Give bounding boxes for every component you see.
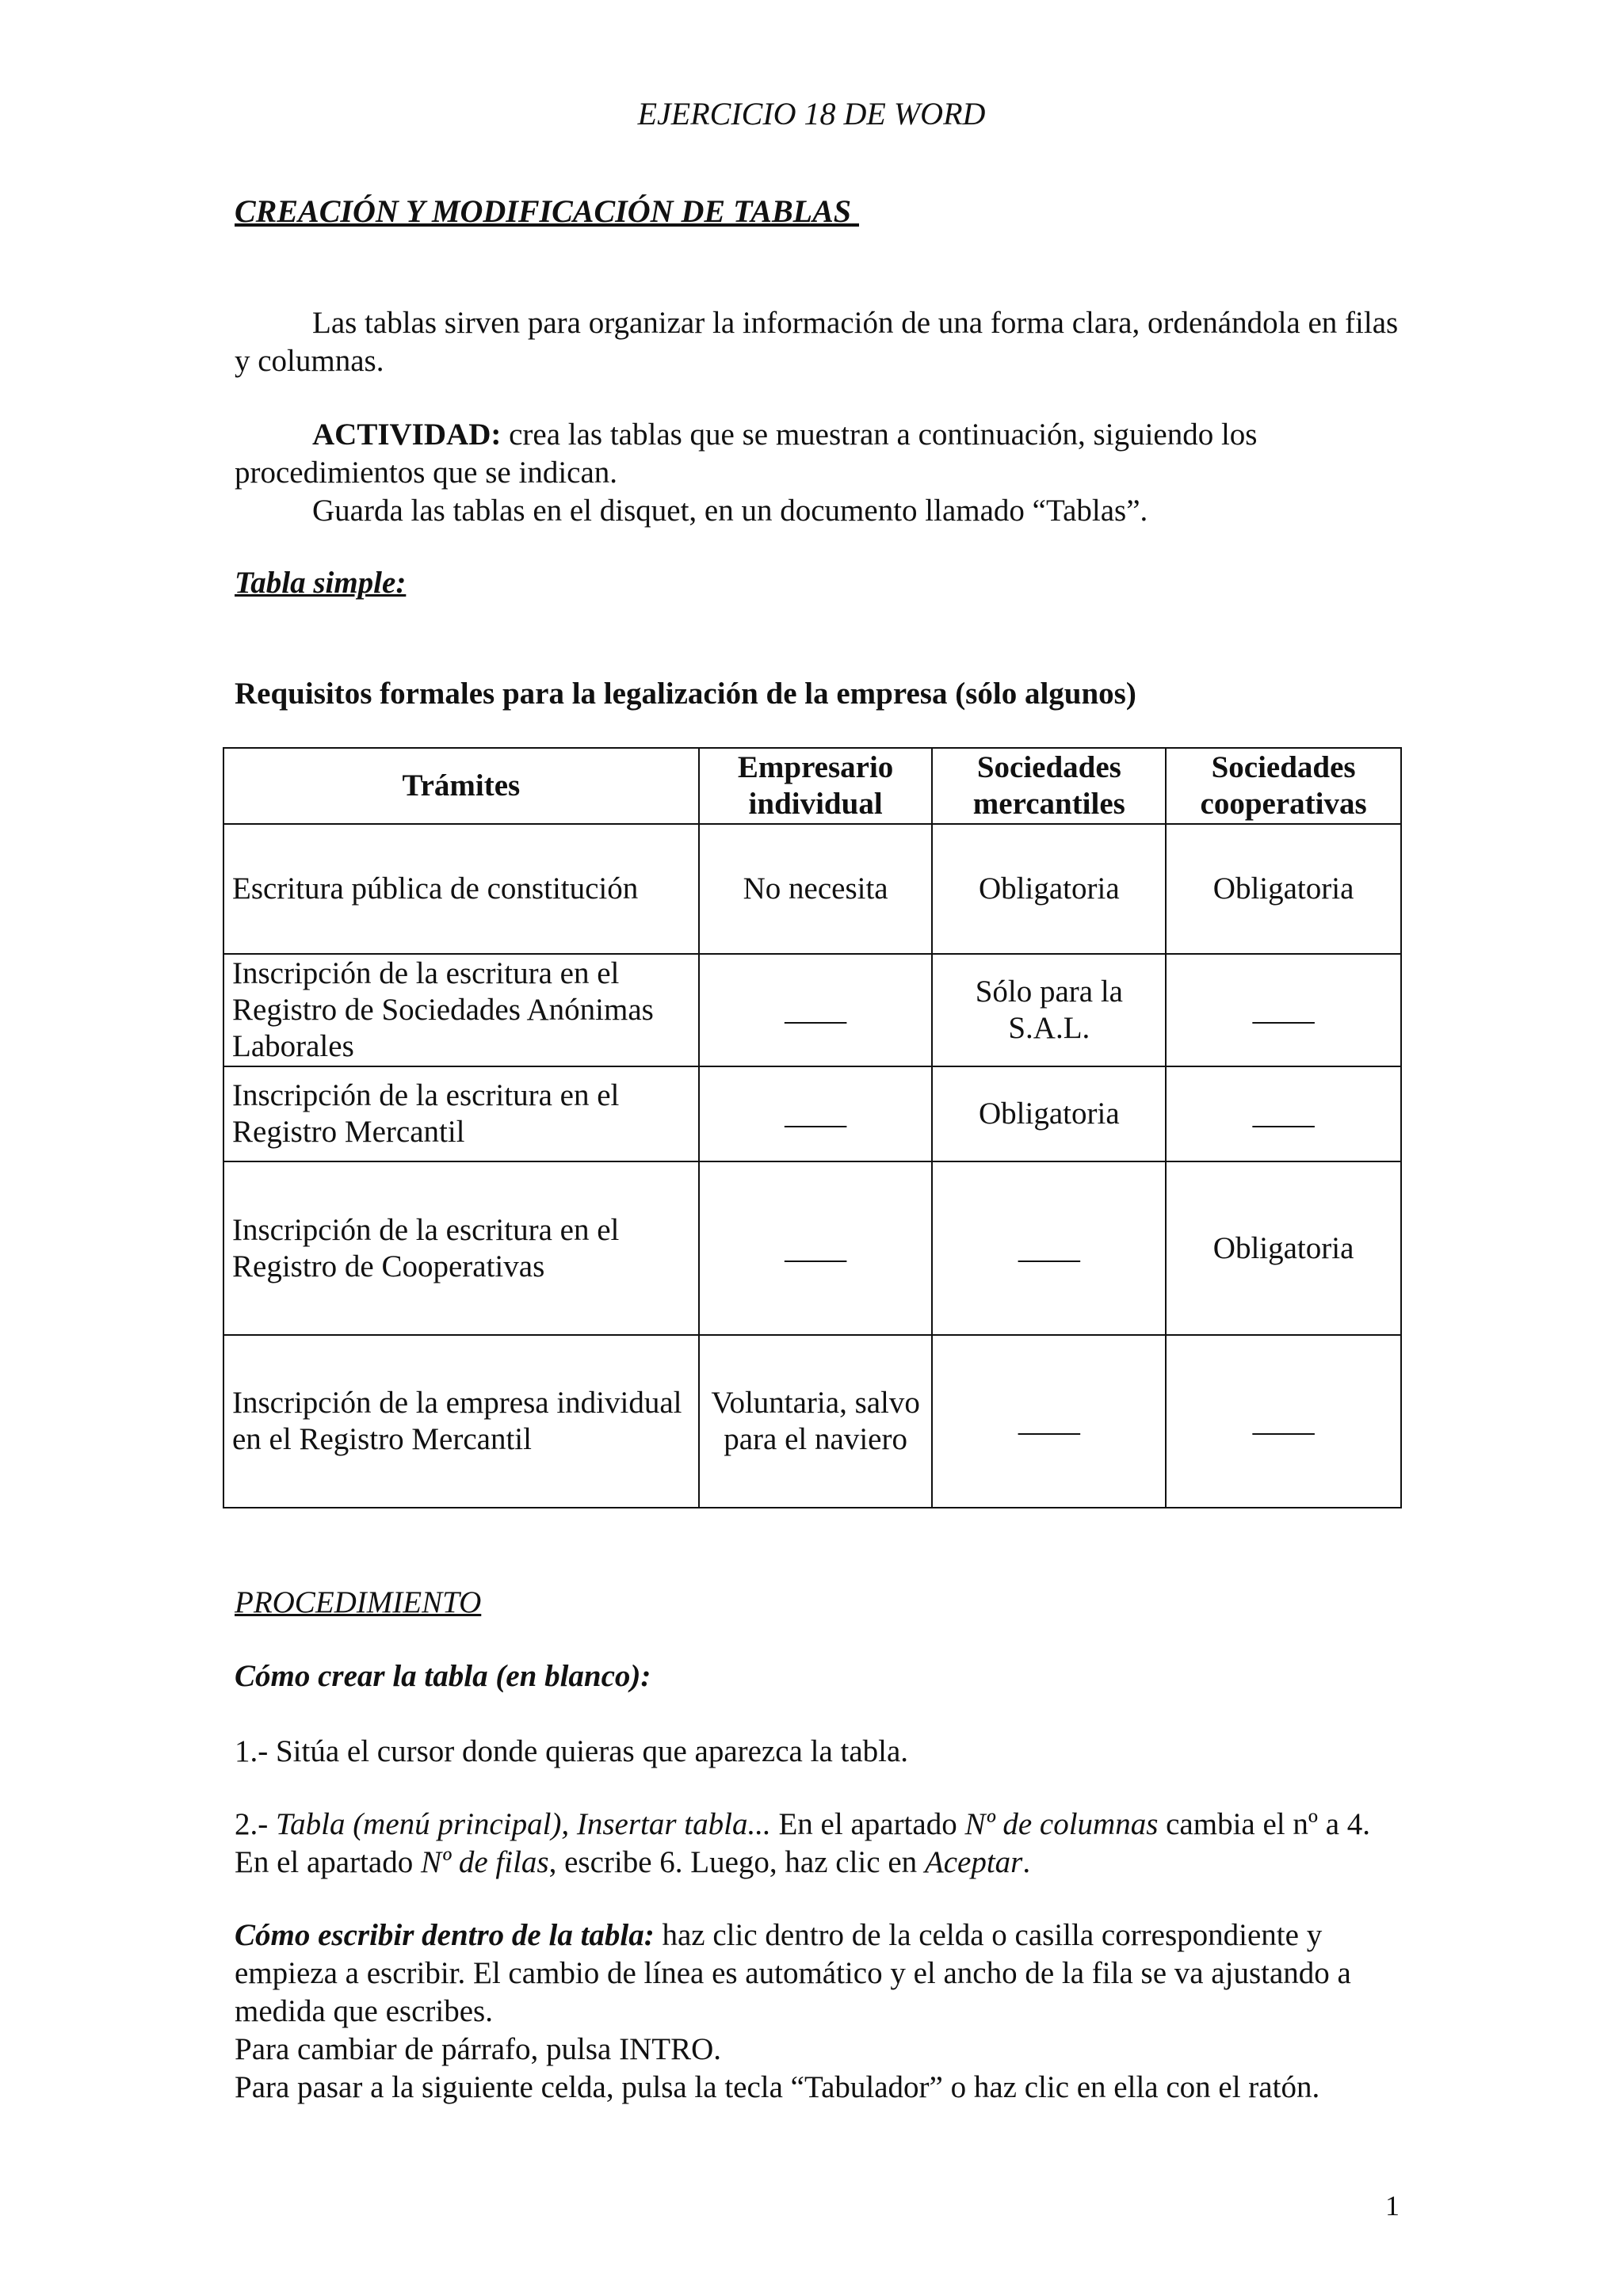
write-in-table-heading: Cómo escribir dentro de la tabla: xyxy=(235,1918,655,1952)
intro-paragraph: Las tablas sirven para organizar la información de una forma clara, ordenándola en filas y columnas. xyxy=(235,306,1399,378)
table-cell: Voluntaria, salvo para el naviero xyxy=(699,1335,933,1508)
table-cell: Sólo para la S.A.L. xyxy=(932,954,1166,1066)
table-cell: Inscripción de la escritura en el Registro de Sociedades Anónimas Laborales xyxy=(223,954,699,1066)
step-2 xyxy=(235,1806,1407,1882)
header-cell: Sociedades mercantiles xyxy=(932,748,1166,824)
requirements-table xyxy=(223,747,1402,1508)
paragraph-change-instruction: Para cambiar de párrafo, pulsa INTRO. xyxy=(235,2032,722,2066)
write-in-table-paragraph xyxy=(235,1917,1407,2031)
table-caption: Requisitos formales para la legalización de la empresa (sólo algunos) xyxy=(235,677,1136,711)
header-cell: Sociedades cooperativas xyxy=(1166,748,1401,824)
step-2-accept-label: Aceptar xyxy=(924,1845,1023,1879)
simple-table-heading: Tabla simple: xyxy=(235,566,407,600)
table-cell: ____ xyxy=(932,1335,1166,1508)
table-cell: ____ xyxy=(1166,1066,1401,1161)
page-number: 1 xyxy=(1385,2190,1400,2222)
table-header-row xyxy=(223,748,1401,824)
table-row xyxy=(223,824,1401,954)
table-cell: ____ xyxy=(932,1161,1166,1335)
table-cell: Obligatoria xyxy=(932,824,1166,954)
table-cell: Inscripción de la escritura en el Registro de Cooperativas xyxy=(223,1161,699,1335)
table-row xyxy=(223,1335,1401,1508)
step-2-text: , escribe 6. Luego, haz clic en xyxy=(548,1845,925,1879)
step-2-text: cambia el nº a 4. En el apartado xyxy=(235,1807,1371,1879)
table-cell: ____ xyxy=(699,1161,933,1335)
write-in-table-text: haz clic dentro de la celda o casilla correspondiente y empieza a escribir. El cambio de línea es automático y el ancho de la fila se va ajustando a medida que escribes. xyxy=(235,1918,1351,2028)
table-cell: Inscripción de la empresa individual en el Registro Mercantil xyxy=(223,1335,699,1508)
step-2-rows-field: Nº de filas xyxy=(420,1845,549,1879)
step-2-prefix: 2.- xyxy=(235,1807,276,1841)
next-cell-instruction: Para pasar a la siguiente celda, pulsa la tecla “Tabulador” o haz clic en ella con el ratón. xyxy=(235,2070,1320,2104)
activity-paragraph xyxy=(235,416,1407,492)
table-row xyxy=(223,1066,1401,1161)
section-title-underline-tail xyxy=(851,193,891,231)
table-row xyxy=(223,954,1401,1066)
table-cell: Obligatoria xyxy=(1166,1161,1401,1335)
table-row xyxy=(223,1161,1401,1335)
section-title xyxy=(235,193,891,231)
table-cell: ____ xyxy=(1166,954,1401,1066)
activity-label: ACTIVIDAD: xyxy=(312,418,502,452)
save-instruction: Guarda las tablas en el disquet, en un documento llamado “Tablas”. xyxy=(312,494,1148,528)
step-2-columns-field: Nº de columnas xyxy=(964,1807,1159,1841)
step-2-menu-path: Tabla (menú principal), Insertar tabla... xyxy=(276,1807,771,1841)
activity-text: crea las tablas que se muestran a continuación, siguiendo los procedimientos que se indican. xyxy=(235,418,1258,490)
header-cell: Empresario individual xyxy=(699,748,933,824)
procedure-heading: PROCEDIMIENTO xyxy=(235,1585,482,1619)
table-cell: Obligatoria xyxy=(1166,824,1401,954)
step-2-text: En el apartado xyxy=(770,1807,965,1841)
table-cell: No necesita xyxy=(699,824,933,954)
table-cell: Inscripción de la escritura en el Registro Mercantil xyxy=(223,1066,699,1161)
document-title: EJERCICIO 18 DE WORD xyxy=(637,96,986,132)
table-cell: Escritura pública de constitución xyxy=(223,824,699,954)
section-title-text: CREACIÓN Y MODIFICACIÓN DE TABLAS xyxy=(235,193,852,229)
create-table-heading: Cómo crear la tabla (en blanco): xyxy=(235,1659,651,1693)
table-cell: ____ xyxy=(699,954,933,1066)
table-cell: ____ xyxy=(1166,1335,1401,1508)
table-cell: Obligatoria xyxy=(932,1066,1166,1161)
step-2-end: . xyxy=(1022,1845,1031,1879)
table-cell: ____ xyxy=(699,1066,933,1161)
step-1: 1.- Sitúa el cursor donde quieras que aparezca la tabla. xyxy=(235,1734,909,1768)
header-cell: Trámites xyxy=(223,748,699,824)
